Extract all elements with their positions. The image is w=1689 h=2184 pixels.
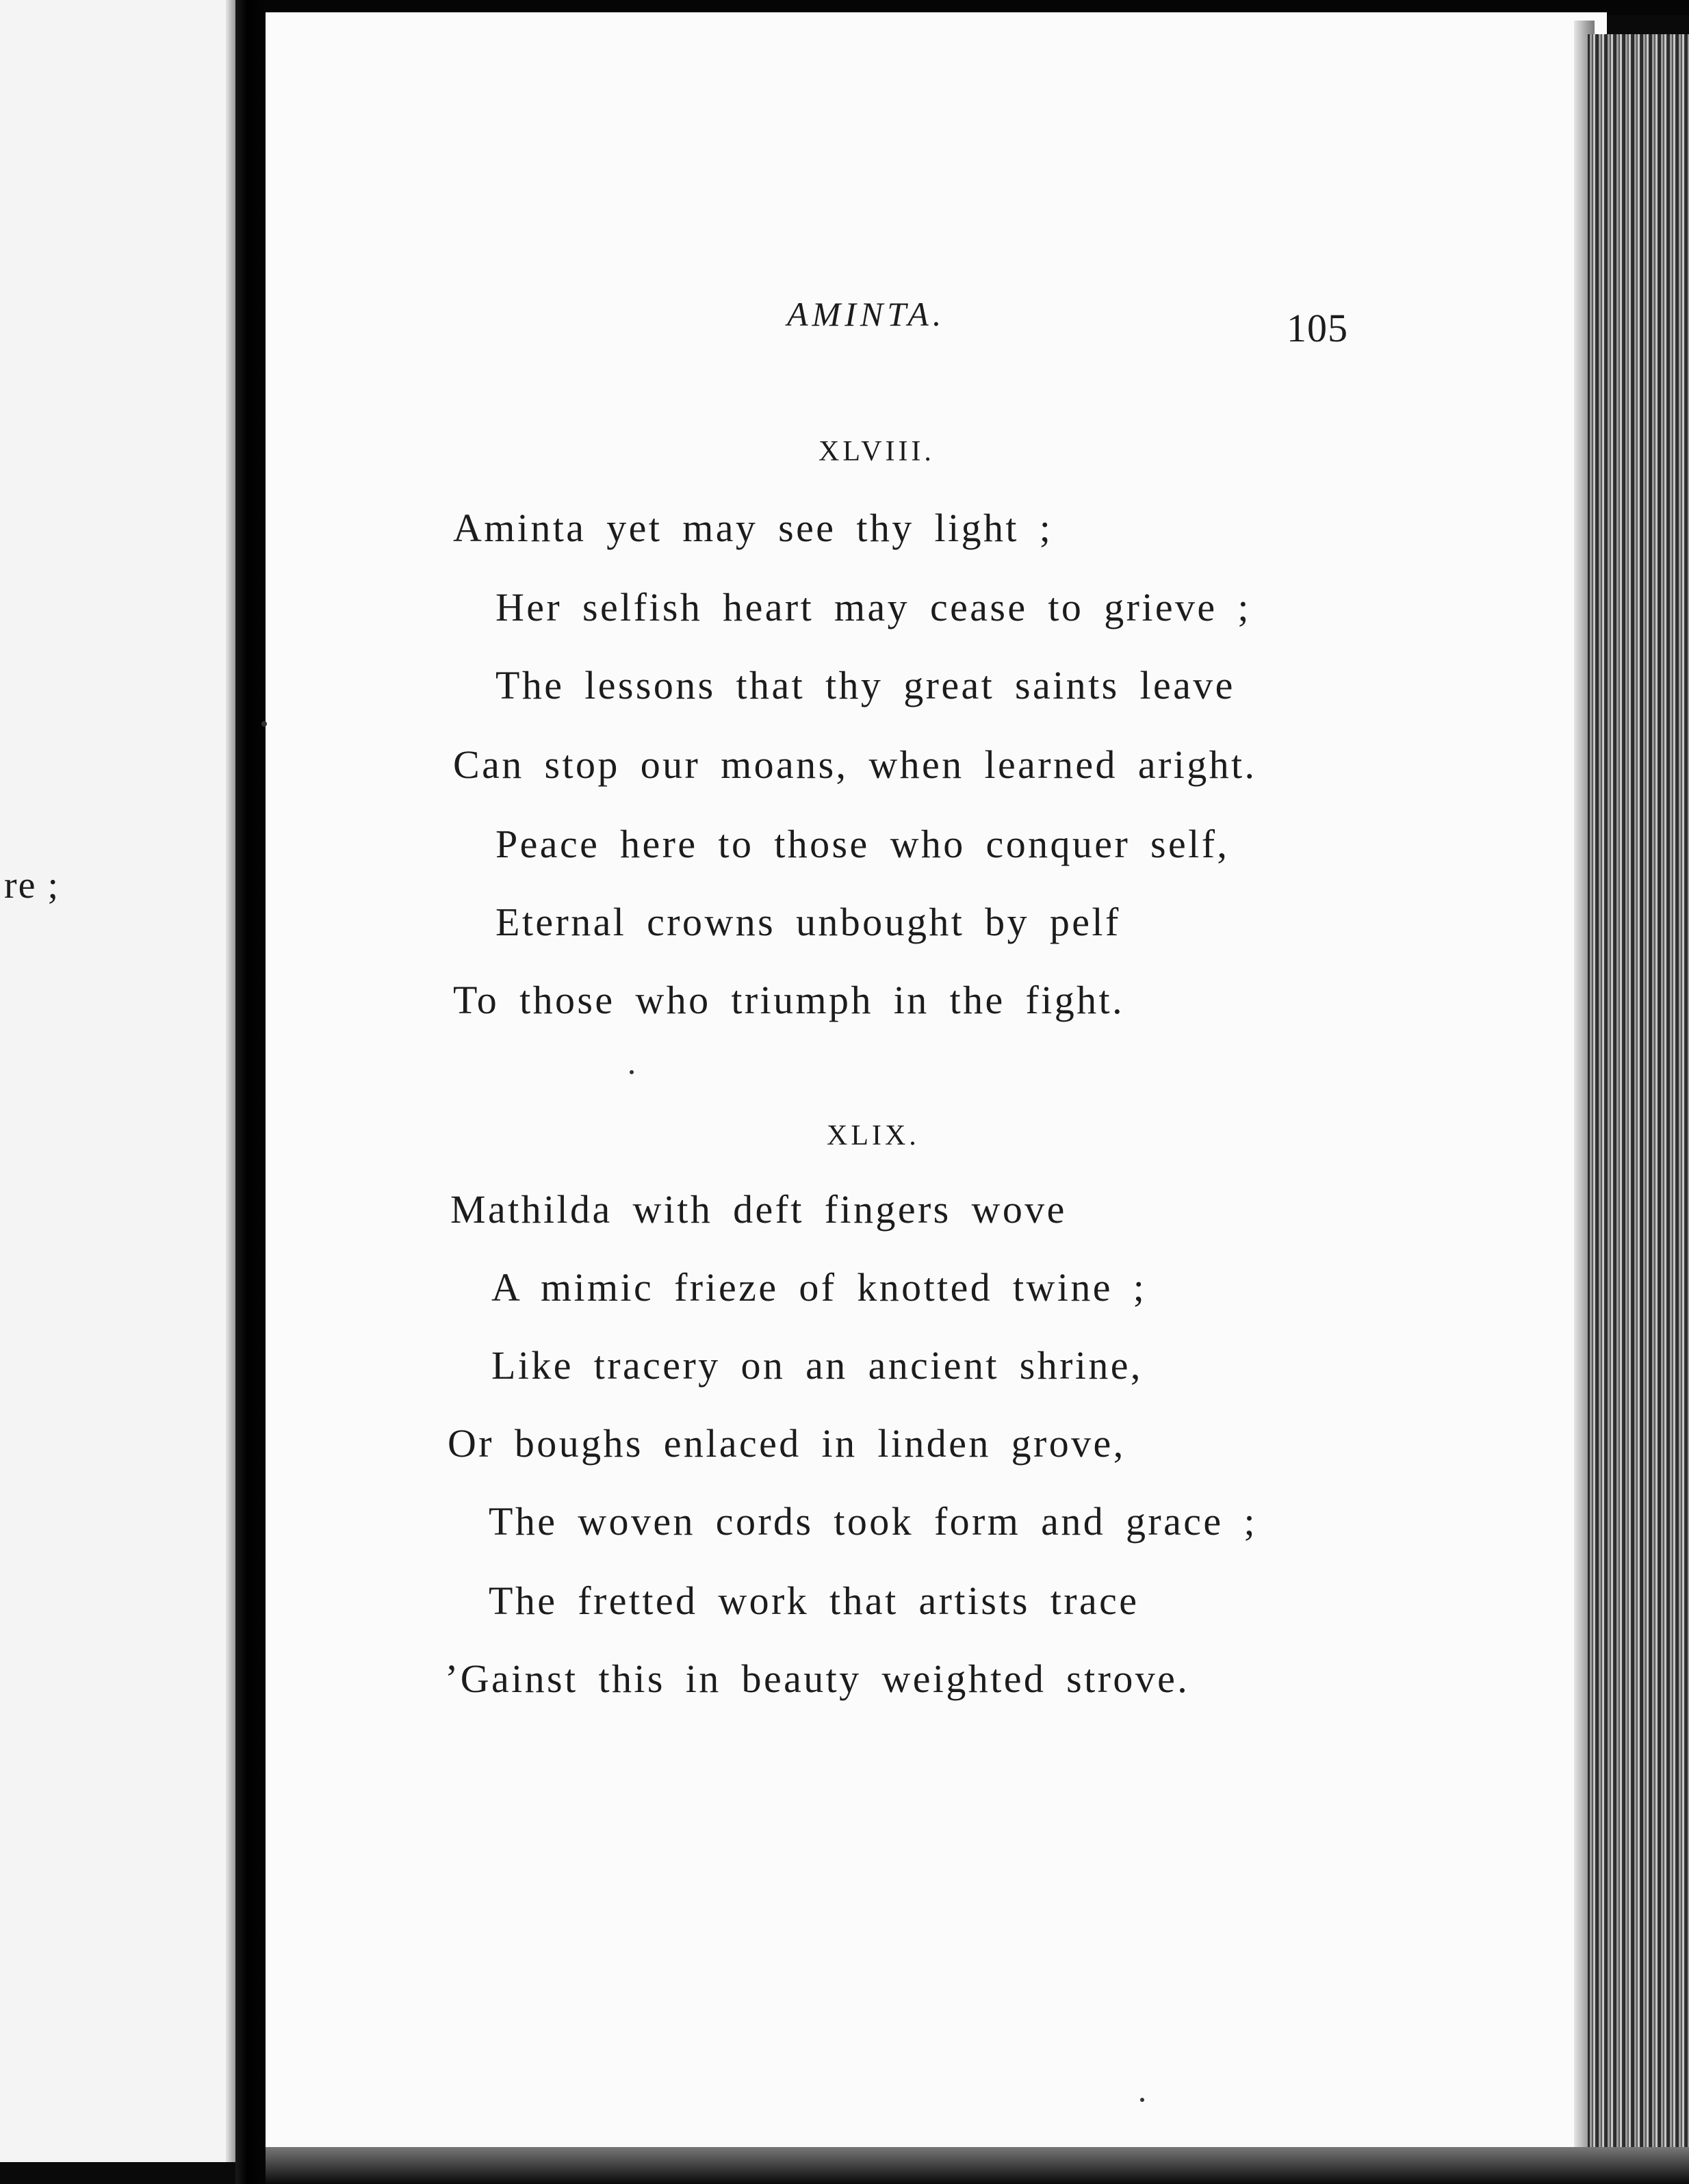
verse-line: The lessons that thy great saints leave: [495, 663, 1235, 707]
verse-line: Her selfish heart may cease to grieve ;: [495, 585, 1251, 629]
verse-line: The fretted work that artists trace: [489, 1578, 1139, 1623]
verse-line: ’Gainst this in beauty weighted strove.: [445, 1656, 1190, 1701]
verse-line: Eternal crowns unbought by pelf: [495, 900, 1121, 944]
stanza-number: XLVIII.: [818, 436, 935, 467]
page-block-edges: [1588, 34, 1689, 2184]
facing-page-text-fragment: re ;: [4, 864, 60, 907]
scan-speck: [1140, 2098, 1144, 2102]
verse-line: The woven cords took form and grace ;: [489, 1499, 1257, 1544]
verse-line: A mimic frieze of knotted twine ;: [491, 1265, 1147, 1310]
scan-speck: [630, 1070, 634, 1074]
facing-page-edge: [226, 0, 235, 2162]
book-gutter: [235, 0, 266, 2184]
facing-page-left: [0, 0, 235, 2162]
verse-line: Peace here to those who conquer self,: [495, 822, 1230, 866]
verse-line: To those who triumph in the fight.: [453, 978, 1124, 1022]
running-title: AMINTA.: [787, 295, 946, 333]
verse-line: Can stop our moans, when learned aright.: [453, 742, 1257, 787]
stanza-number: XLIX.: [827, 1120, 920, 1152]
scan-speck: [261, 721, 267, 727]
verse-line: Like tracery on an ancient shrine,: [491, 1343, 1143, 1388]
bottom-shadow: [266, 2147, 1689, 2184]
verse-line: Or boughs enlaced in linden grove,: [448, 1421, 1126, 1466]
verse-line: Mathilda with deft fingers wove: [450, 1187, 1067, 1232]
page-number: 105: [1287, 306, 1348, 350]
verse-line: Aminta yet may see thy light ;: [453, 506, 1053, 550]
